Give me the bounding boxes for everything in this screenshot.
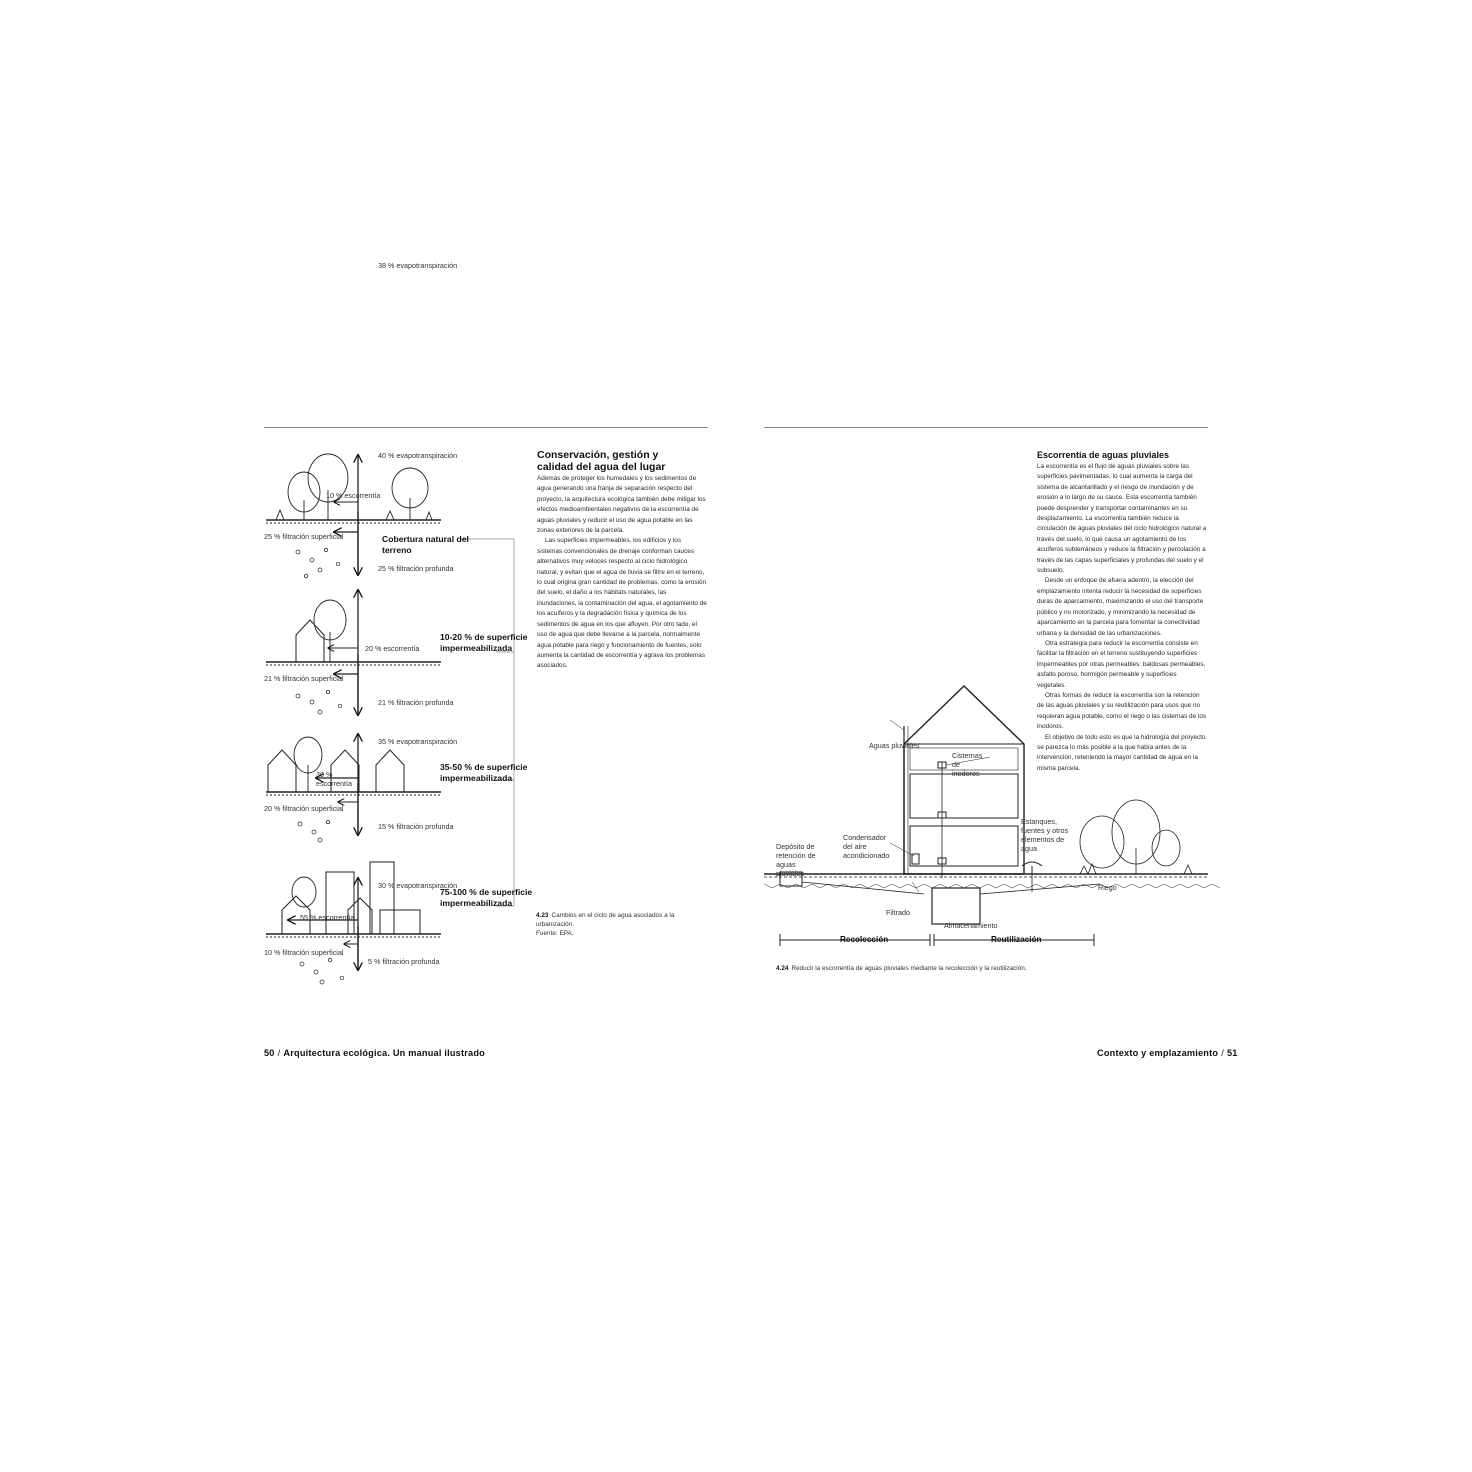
house-icon	[296, 620, 324, 662]
paragraph: Otra estrategia para reducir la escorrentía consiste en facilitar la filtración en el terreno sustituyendo superficies impermeables por otras permeables: baldosas permeables, asfalto poroso, hormigón permeable y superficies vegetales.	[1037, 639, 1206, 689]
page-folio	[264, 1048, 485, 1058]
building-icon	[326, 872, 354, 934]
label-evapotranspiration: 38 % evapotranspiración	[378, 261, 458, 270]
section-title: Escorrentía de aguas pluviales	[1037, 450, 1170, 460]
label-evapotranspiration: 40 % evapotranspiración	[378, 451, 458, 460]
label-ponds: Estanques, fuentes y otros elementos de agua	[1021, 817, 1069, 853]
collection-label: Recolección	[840, 935, 889, 944]
paragraph: La escorrentía es el flujo de aguas pluviales sobre las superficies pavimentadas, lo cual aumenta la carga del sistema de alcantarillado y el riesgo de inundación y de erosión a lo largo de su cauce. Esta escorrentía también puede desprender y transportar contaminantes en su desplazamiento. La escorrentía también reduce la circulación de aguas pluviales del ciclo hidrológico natural a través del suelo, lo que causa un agotamiento de los acuíferos subterráneos y reduce la filtración y percolación a través de las capas superficiales y profundas del suelo y el subsuelo.	[1037, 463, 1207, 575]
label-deep-filtration: 21 % filtración profunda	[378, 698, 454, 707]
building-icon	[370, 862, 394, 934]
soil-pebbles	[298, 820, 330, 842]
house-icon	[268, 750, 296, 792]
label-shallow-filtration: 10 % filtración superficial	[264, 948, 344, 957]
page-number: 51	[1226, 1048, 1238, 1058]
title-connector	[461, 539, 514, 906]
section-title: Conservación, gestión y calidad del agua del lugar	[537, 449, 666, 473]
house-icon	[376, 750, 404, 792]
body-text	[537, 474, 707, 672]
caption-text: Cambios en el ciclo de agua asociados a la urbanización.	[536, 912, 675, 928]
chapter-title: Contexto y emplazamiento	[1097, 1048, 1219, 1058]
label-condenser: Condensador del aire acondicionado	[843, 833, 890, 860]
house-section	[904, 686, 1024, 874]
label-shallow-filtration: 25 % filtración superficial	[264, 532, 344, 541]
fountain-icon	[1022, 862, 1042, 874]
paragraph: El objetivo de todo esto es que la hidrología del proyecto se parezca lo más posible a la que había antes de la intervención, reteniendo la mayor cantidad de agua en la misma parcela.	[1037, 733, 1206, 772]
label-storage: Almacenamiento	[944, 921, 998, 930]
label-runoff: 10 % escorrentía	[326, 491, 381, 500]
folio-separator: /	[277, 1048, 281, 1058]
label-shallow-filtration: 20 % filtración superficial	[264, 804, 344, 813]
folio-separator: /	[1221, 1048, 1224, 1058]
label-deep-filtration: 25 % filtración profunda	[378, 564, 454, 573]
book-title: Arquitectura ecológica. Un manual ilustrado	[283, 1048, 485, 1058]
figure-caption	[536, 911, 706, 938]
figure-caption	[776, 964, 1196, 973]
label-deep-filtration: 5 % filtración profunda	[368, 957, 440, 966]
paragraph: Las superficies impermeables, los edificios y los sistemas convencionales de drenaje conforman cauces alternativos muy veloces respecto al ciclo hidrológico natural, y evitan que el agua de lluvia se filtre en el terreno, lo cual origina gran cantidad de problemas, como la erosión del suelo, el daño a los hábitats naturales, las inundaciones, la contaminación del agua, el agotamiento de los acuíferos y la degradación física y química de los sedimentos de agua en los que afluyen. Por otro lado, el uso de agua que debe llevarse a la parcela, normalmente agua potable para riego y funcionamiento de fuentes, solo aumenta la cantidad de escorrentía y agrava los problemas asociados.	[537, 537, 707, 670]
panel-title: 10-20 % de superficie impermeabilizada	[440, 632, 528, 653]
label-retention-tank: Depósito de retención de aguas pluviales	[776, 842, 816, 878]
storage-tank	[932, 888, 980, 924]
label-irrigation: Riego	[1098, 883, 1117, 892]
soil-pebbles	[296, 690, 342, 714]
caption-source: Fuente: EPA.	[536, 930, 574, 937]
caption-text: Reducir la escorrentía de aguas pluviales mediante la recolección y la reutilización.	[791, 965, 1027, 972]
tree-icon	[292, 877, 316, 907]
panel-natural-ground	[266, 454, 441, 578]
label-cisterns: Cisternas de inodoros	[952, 751, 983, 778]
label-runoff: 20 % escorrentía	[365, 644, 420, 653]
label-runoff: 30 % escorrentía	[316, 770, 352, 788]
label-deep-filtration: 15 % filtración profunda	[378, 822, 454, 831]
panel-title: 35-50 % de superficie impermeabilizada	[440, 762, 528, 783]
label-runoff: 55 % escorrentía	[300, 913, 355, 922]
page-number: 50	[264, 1048, 275, 1058]
label-evapotranspiration: 30 % evapotranspiración	[378, 881, 458, 890]
panel-title: Cobertura natural del terreno	[382, 534, 469, 555]
label-rainwater: Aguas pluviales	[869, 741, 920, 750]
paragraph: Otras formas de reducir la escorrentía son la retención de las aguas pluviales y su reutilización para usos que no requieran agua potable, como el riego o las cisternas de los inodoros.	[1037, 691, 1207, 731]
panel-title: 75-100 % de superficie impermeabilizada	[440, 887, 533, 908]
tree-icon	[314, 600, 346, 662]
label-evapotranspiration: 35 % evapotranspiración	[378, 737, 458, 746]
paragraph: Además de proteger los humedales y los sedimentos de agua generando una franja de separación respecto del proyecto, la arquitectura ecológica también debe mitigar los efectos medioambientales negativos de la escorrentía de aguas pluviales y reducir el uso de agua potable en las zonas exteriores de la parcela.	[537, 475, 706, 535]
paragraph: Desde un enfoque de afuera adentro, la elección del emplazamiento intenta reducir la necesidad de superficies duras de aparcamiento, maximizando el uso del transporte público y no motorizado, y minimizando la necesidad de aparcamiento en la parcela para fomentar la conectividad urbana y la densidad de las urbanizaciones.	[1037, 577, 1204, 637]
page-folio	[1097, 1048, 1238, 1058]
tree-icon	[276, 454, 432, 520]
caption-number: 4.23	[536, 912, 549, 919]
soil-pebbles	[296, 548, 340, 577]
top-rule-left	[264, 427, 708, 428]
rainwater-reuse-diagram	[764, 678, 1208, 938]
soil-pebbles	[300, 958, 344, 984]
label-filter: Filtrado	[886, 908, 910, 917]
caption-number: 4.24	[776, 965, 789, 972]
label-shallow-filtration: 21 % filtración superficial	[264, 674, 344, 683]
top-rule-right	[764, 427, 1208, 428]
tree-icon	[1080, 800, 1192, 874]
reuse-label: Reutilización	[991, 935, 1042, 944]
building-icon	[380, 910, 420, 934]
